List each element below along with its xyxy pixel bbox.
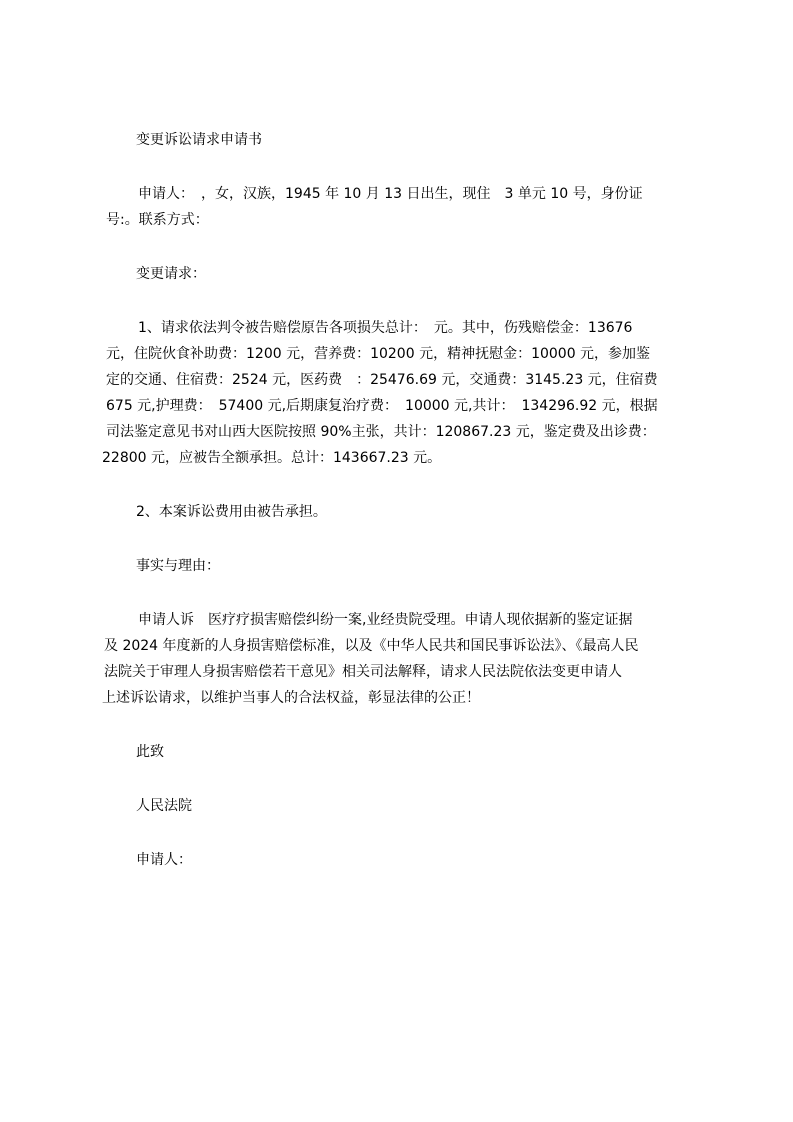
facts-line-1: 申请人诉 医疗疗损害赔偿纠纷一案,业经贵院受理。申请人现依据新的鉴定证据 (138, 612, 633, 628)
closing: 此致 (136, 744, 164, 760)
request-1-line-1: 1、请求依法判令被告赔偿原告各项损失总计： 元。其中，伤残赔偿金：13676 (138, 320, 633, 336)
applicant-info-line-1: 申请人： ，女，汉族，1945 年 10 月 13 日出生，现住 3 单元 10 号，身份证 (138, 186, 643, 202)
request-1-line-5: 司法鉴定意见书对山西大医院按照 90%主张，共计：120867.23 元，鉴定费及出诊费： (106, 424, 656, 440)
request-heading: 变更请求： (136, 266, 206, 282)
request-1-line-2: 元，住院伙食补助费：1200 元，营养费：10200 元，精神抚慰金：10000 元，参加鉴 (106, 346, 651, 362)
facts-heading: 事实与理由： (136, 558, 220, 574)
signature-label: 申请人： (136, 852, 192, 868)
request-1-line-4: 675 元,护理费： 57400 元,后期康复治疗费： 10000 元,共计： 134296.92 元，根据 (106, 398, 658, 414)
facts-line-4: 上述诉讼请求，以维护当事人的合法权益，彰显法律的公正！ (102, 690, 480, 706)
court-name: 人民法院 (136, 798, 192, 814)
facts-line-2: 及 2024 年度新的人身损害赔偿标准，以及《中华人民共和国民事诉讼法》、《最高人民 (104, 638, 639, 654)
request-1-line-6: 22800 元，应被告全额承担。总计：143667.23 元。 (102, 450, 442, 466)
document-title: 变更诉讼请求申请书 (136, 132, 262, 148)
applicant-info-line-2: 号:。联系方式： (106, 212, 209, 228)
request-2: 2、本案诉讼费用由被告承担。 (136, 504, 327, 520)
request-1-line-3: 定的交通、住宿费：2524 元，医药费 ：25476.69 元，交通费：3145.23 元，住宿费 (106, 372, 658, 388)
facts-line-3: 法院关于审理人身损害赔偿若干意见》相关司法解释，请求人民法院依法变更申请人 (104, 664, 622, 680)
